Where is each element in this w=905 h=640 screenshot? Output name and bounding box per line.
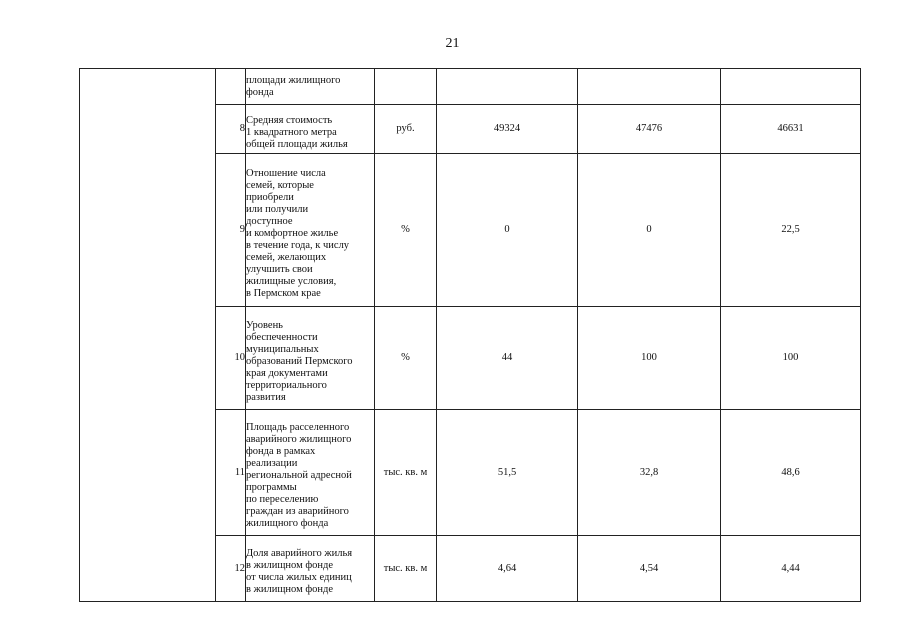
value-cell: [578, 69, 721, 105]
row-number: 12: [216, 536, 246, 602]
value-cell: 51,5: [437, 410, 578, 536]
value-cell: 47476: [578, 105, 721, 154]
value-cell: 100: [578, 307, 721, 410]
row-number: 11: [216, 410, 246, 536]
value-cell: [437, 69, 578, 105]
row-number: 8: [216, 105, 246, 154]
unit-cell: тыс. кв. м: [375, 536, 437, 602]
value-cell: 49324: [437, 105, 578, 154]
indicator-name: площади жилищного фонда: [246, 69, 375, 105]
row-number: 10: [216, 307, 246, 410]
indicator-name: Средняя стоимость 1 квадратного метра общей площади жилья: [246, 105, 375, 154]
value-cell: 100: [721, 307, 861, 410]
value-cell: 4,54: [578, 536, 721, 602]
program-cell: [80, 69, 216, 602]
value-cell: 46631: [721, 105, 861, 154]
value-cell: 44: [437, 307, 578, 410]
unit-cell: %: [375, 307, 437, 410]
indicator-name: Отношение числа семей, которые приобрели или получили доступное и комфортное жилье в течение года, к числу семей, желающих улучшить свои жилищные условия, в Пермском крае: [246, 154, 375, 307]
page-number: 21: [445, 36, 460, 51]
row-number: 9: [216, 154, 246, 307]
table-row: [80, 69, 861, 105]
value-cell: 4,44: [721, 536, 861, 602]
indicator-name: Уровень обеспеченности муниципальных образований Пермского края документами территориального развития: [246, 307, 375, 410]
value-cell: 32,8: [578, 410, 721, 536]
value-cell: 4,64: [437, 536, 578, 602]
value-cell: [721, 69, 861, 105]
indicators-table: [79, 68, 861, 602]
value-cell: 0: [578, 154, 721, 307]
unit-cell: руб.: [375, 105, 437, 154]
indicator-name: Площадь расселенного аварийного жилищного фонда в рамках реализации региональной адресной программы по переселению граждан из аварийного жилищного фонда: [246, 410, 375, 536]
value-cell: 0: [437, 154, 578, 307]
row-number: [216, 69, 246, 105]
unit-cell: [375, 69, 437, 105]
value-cell: 22,5: [721, 154, 861, 307]
unit-cell: тыс. кв. м: [375, 410, 437, 536]
indicator-name: Доля аварийного жилья в жилищном фонде от числа жилых единиц в жилищном фонде: [246, 536, 375, 602]
value-cell: 48,6: [721, 410, 861, 536]
unit-cell: %: [375, 154, 437, 307]
